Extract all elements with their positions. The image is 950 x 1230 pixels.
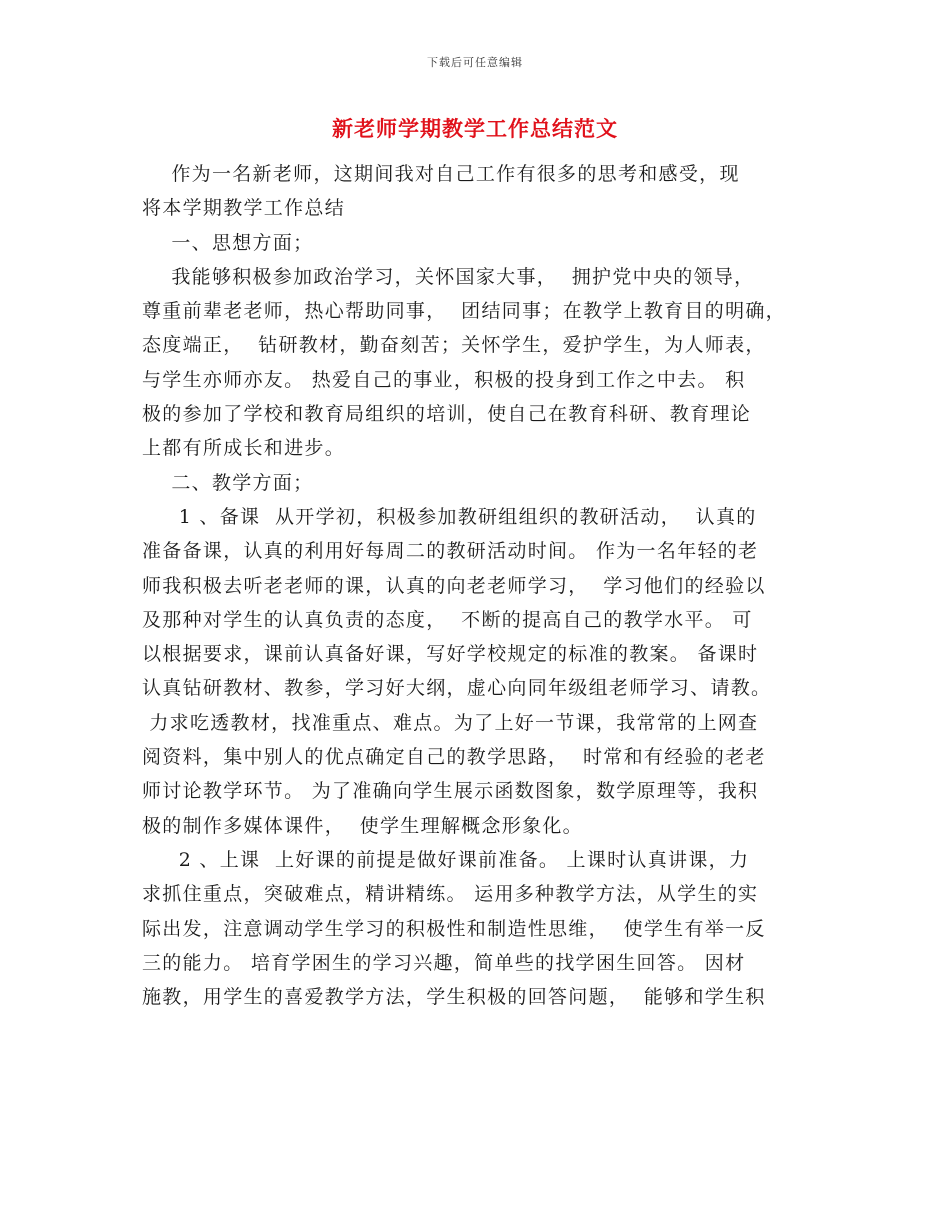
body-line: 我能够积极参加政治学习，关怀国家大事， 拥护党中央的领导， [142,265,755,288]
body-line: 1 、备课 从开学初，积极参加教研组组织的教研活动， 认真的 [142,505,757,528]
body-line: 认真钻研教材、教参，学习好大纲，虚心向同年级组老师学习、请教。 [142,677,772,700]
body-line: 师我积极去听老老师的课，认真的向老老师学习， 学习他们的经验以 [142,574,766,597]
body-line: 极的参加了学校和教育局组织的培训，使自己在教育科研、教育理论 [142,403,752,426]
body-line: 际出发，注意调动学生学习的积极性和制造性思维， 使学生有举一反 [142,917,766,940]
body-line: 2 、上课 上好课的前提是做好课前准备。 上课时认真讲课，力 [142,848,750,871]
body-line: 及那种对学生的认真负责的态度， 不断的提高自己的教学水平。 可 [142,608,753,631]
document-body [142,157,814,1014]
body-line: 与学生亦师亦友。 热爱自己的事业，积极的投身到工作之中去。 积 [142,368,746,391]
body-line: 态度端正， 钻研教材，勤奋刻苦；关怀学生，爱护学生，为人师表， [142,334,766,357]
header-note: 下载后可任意编辑 [427,56,523,69]
body-line: 准备备课，认真的利用好每周二的教研活动时间。 作为一名年轻的老 [142,540,759,563]
body-line: 作为一名新老师，这期间我对自己工作有很多的思考和感受，现 [142,163,740,185]
document-title: 新老师学期教学工作总结范文 [332,116,618,141]
body-line: 以根据要求，课前认真备好课，写好学校规定的标准的教案。 备课时 [142,643,759,666]
body-line: 将本学期教学工作总结 [142,197,346,220]
body-line: 施教，用学生的喜爱教学方法，学生积极的回答问题， 能够和学生积 [142,986,766,1009]
body-line: 力求吃透教材，找准重点、难点。为了上好一节课，我常常的上网查 [142,711,759,734]
body-line: 三的能力。 培育学困生的学习兴趣，简单些的找学困生回答。 因材 [142,951,746,974]
body-line: 极的制作多媒体课件， 使学生理解概念形象化。 [142,814,583,837]
body-line: 阅资料，集中别人的优点确定自己的教学思路， 时常和有经验的老老 [142,746,766,769]
section-heading-thought: 一、思想方面； [142,231,314,254]
body-line: 求抓住重点，突破难点，精讲精练。 运用多种教学方法，从学生的实 [142,883,759,906]
body-line: 师讨论教学环节。 为了准确向学生展示函数图象，数学原理等，我积 [142,780,759,803]
body-line: 尊重前辈老老师，热心帮助同事， 团结同事；在教学上教育目的明确， [142,300,786,323]
body-line: 上都有所成长和进步。 [142,437,346,460]
section-heading-teaching: 二、教学方面； [142,471,314,494]
